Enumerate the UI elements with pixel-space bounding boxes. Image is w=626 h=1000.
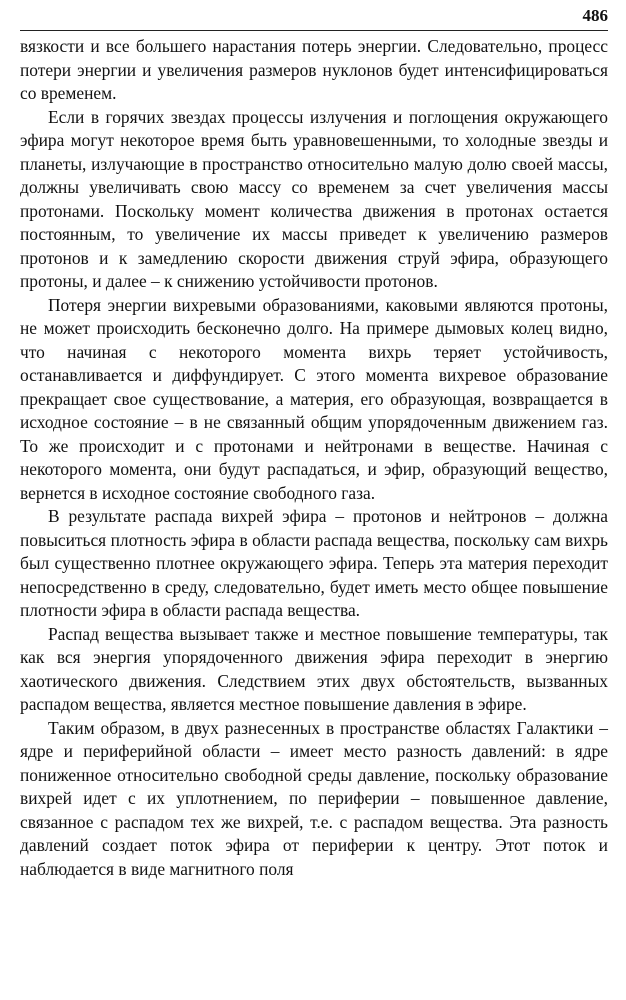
paragraph-5: Распад вещества вызывает также и местное повышение температуры, так как вся энергия упорядоченного движения эфира переходит в энергию хаотического движения. Следствием этих двух обстоятельств, вызванных распадом вещества, является местное повышение давления в эфире. [20,623,608,714]
paragraph-1: вязкости и все большего нарастания потерь энергии. Следовательно, процесс потери энергии и увеличения размеров нуклонов будет интенсифицироваться со временем. [20,36,608,103]
paragraph-6: Таким образом, в двух разнесенных в пространстве областях Галактики – ядре и периферийной области – имеет место разность давлений: в ядре пониженное относительно свободной среды давление, поскольку образование вихрей идет с их уплотнением, по периферии – повышенное давление, связанное с распадом тех же вихрей, т.е. с распадом вещества. Эта разность давлений создает поток эфира от периферии к центру. Этот поток и наблюдается в виде магнитного поля [20,717,608,879]
body-text [20,35,608,881]
page-number: 486 [582,6,608,25]
paragraph-3: Потеря энергии вихревыми образованиями, каковыми являются протоны, не может происходить бесконечно долго. На примере дымовых колец видно, что начиная с некоторого момента вихрь теряет устойчивость, останавливается и диффундирует. С этого момента вихревое образование прекращает свое существование, а материя, его образующая, возвращается в исходное состояние – в не связанный общим упорядоченным движением газ. То же происходит и с протонами и нейтронами в веществе. Начиная с некоторого момента, они будут распадаться, и эфир, образующий вещество, вернется в исходное состояние свободного газа. [20,294,608,503]
paragraph-2: Если в горячих звездах процессы излучения и поглощения окружающего эфира могут некоторое время быть уравновешенными, то холодные звезды и планеты, излучающие в пространство относительно малую долю своей массы, должны увеличивать свою массу со временем за счет увеличения массы протонами. Поскольку момент количества движения в протонах остается постоянным, то увеличение их массы приведет к увеличению размеров протонов и к замедлению скорости движения струй эфира, образующего протоны, и далее – к снижению устойчивости протонов. [20,106,608,291]
page-header [20,0,608,31]
paragraph-4: В результате распада вихрей эфира – протонов и нейтронов – должна повыситься плотность эфира в области распада вещества, поскольку сам вихрь был существенно плотнее окружающего эфира. Теперь эта материя переходит непосредственно в среду, следовательно, будет иметь место общее повышение плотности эфира в области распада вещества. [20,506,608,620]
page [20,0,608,881]
